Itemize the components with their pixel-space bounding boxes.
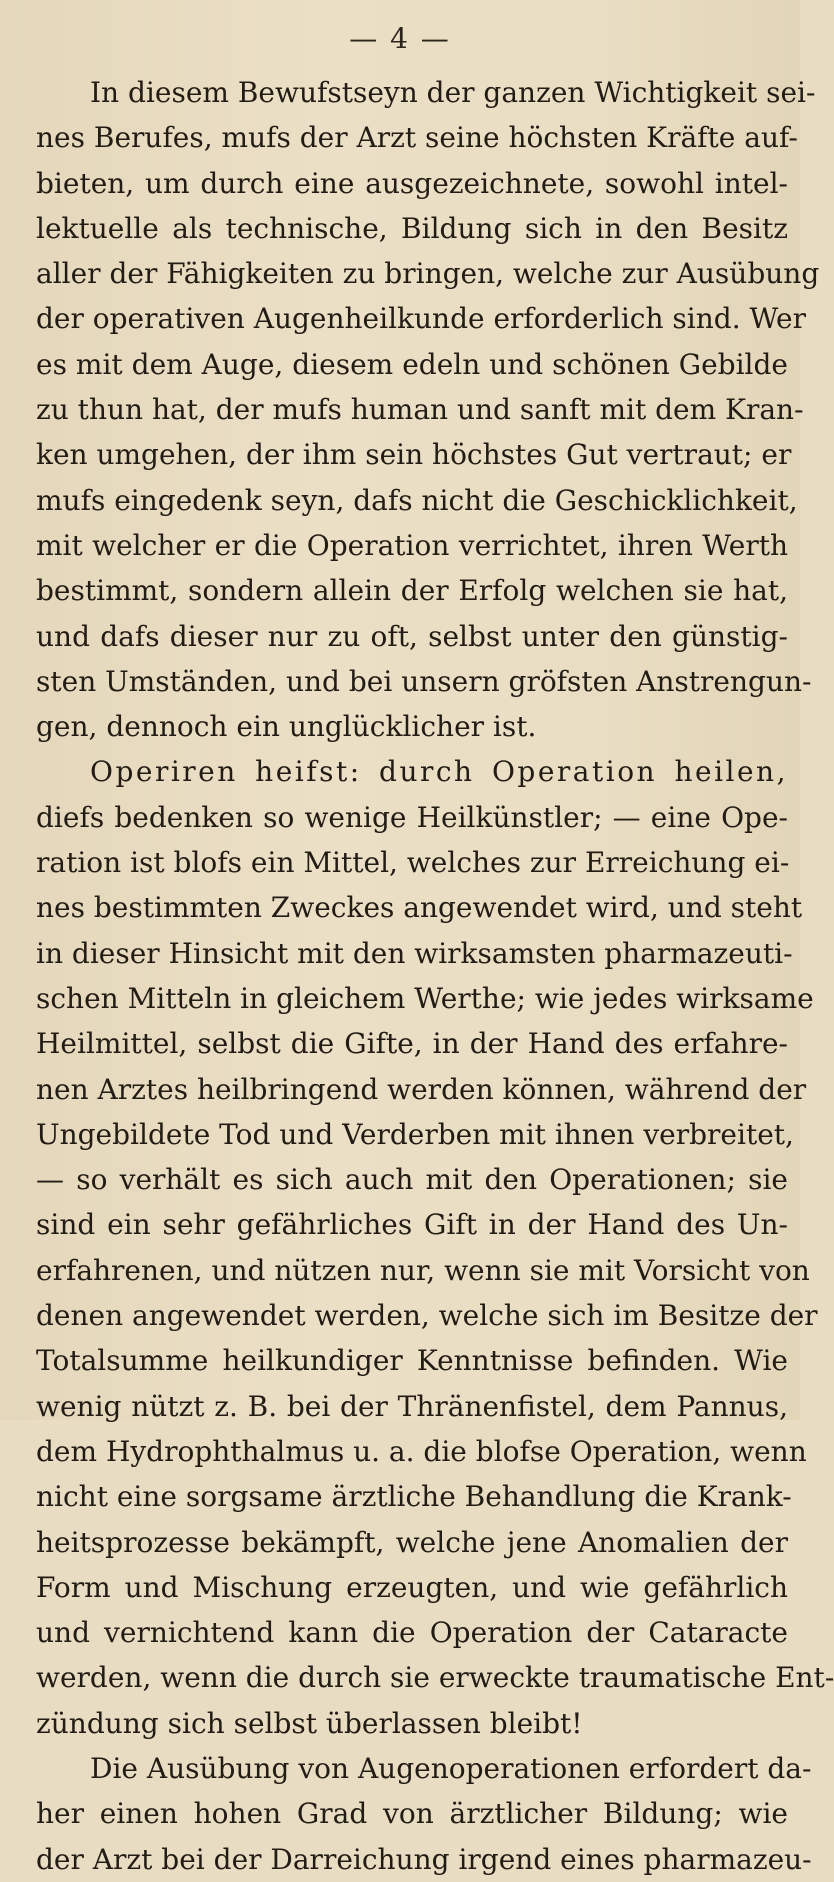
text-line: werden, wenn die durch sie erweckte traumatische Ent- xyxy=(36,1661,834,1695)
text-line: ration ist blofs ein Mittel, welches zur Erreichung ei- xyxy=(36,846,790,880)
text-line: es mit dem Auge, diesem edeln und schönen Gebilde xyxy=(36,347,788,381)
text-line: bestimmt, sondern allein der Erfolg welchen sie hat, xyxy=(36,574,788,608)
body-text xyxy=(36,70,834,1882)
text-line: dem Hydrophthalmus u. a. die blofse Operation, wenn xyxy=(36,1434,807,1468)
text-line: Form und Mischung erzeugten, und wie gefährlich xyxy=(36,1570,788,1604)
page-number: — 4 — xyxy=(349,22,451,55)
text-line: in dieser Hinsicht mit den wirksamsten pharmazeuti- xyxy=(36,936,793,970)
text-line: sind ein sehr gefährliches Gift in der Hand des Un- xyxy=(36,1208,788,1242)
text-line: Heilmittel, selbst die Gifte, in der Hand des erfahre- xyxy=(36,1027,788,1061)
text-line: mit welcher er die Operation verrichtet, ihren Werth xyxy=(36,528,788,562)
text-line: zu thun hat, der mufs human und sanft mit dem Kran- xyxy=(36,393,804,427)
text-line: Totalsumme heilkundiger Kenntnisse befinden. Wie xyxy=(36,1344,788,1378)
text-line: In diesem Bewufstseyn der ganzen Wichtigkeit sei- xyxy=(90,76,816,109)
text-line: denen angewendet werden, welche sich im Besitze der xyxy=(36,1299,818,1333)
text-line: wenig nützt z. B. bei der Thränenfistel, dem Pannus, xyxy=(36,1389,788,1423)
text-line: her einen hohen Grad von ärztlicher Bildung; wie xyxy=(36,1797,788,1831)
text-line: Die Ausübung von Augenoperationen erfordert da- xyxy=(90,1751,812,1785)
text-line: nicht eine sorgsame ärztliche Behandlung die Krank- xyxy=(36,1480,792,1514)
text-line: nen Arztes heilbringend werden können, während der xyxy=(36,1072,807,1106)
text-line: und dafs dieser nur zu oft, selbst unter den günstig- xyxy=(36,619,788,653)
text-line: der Arzt bei der Darreichung irgend eines pharmazeu- xyxy=(36,1842,812,1876)
text-line: nes bestimmten Zweckes angewendet wird, und steht xyxy=(36,891,803,925)
text-line: Ungebildete Tod und Verderben mit ihnen verbreitet, xyxy=(36,1117,794,1151)
text-line: nes Berufes, mufs der Arzt seine höchsten Kräfte auf- xyxy=(36,121,798,155)
text-line: erfahrenen, und nützen nur, wenn sie mit Vorsicht von xyxy=(36,1253,810,1287)
text-line: mufs eingedenk seyn, dafs nicht die Geschicklichkeit, xyxy=(36,483,798,517)
text-line: Operiren heifst: durch Operation heilen, xyxy=(90,755,788,789)
text-line: der operativen Augenheilkunde erforderlich sind. Wer xyxy=(36,302,806,336)
text-line: diefs bedenken so wenige Heilkünstler; — eine Ope- xyxy=(36,800,788,834)
text-line: zündung sich selbst überlassen bleibt! xyxy=(36,1706,583,1740)
text-line: heitsprozesse bekämpft, welche jene Anomalien der xyxy=(36,1525,788,1559)
text-line: und vernichtend kann die Operation der Cataracte xyxy=(36,1616,788,1650)
text-line: ken umgehen, der ihm sein höchstes Gut vertraut; er xyxy=(36,438,792,472)
text-line: schen Mitteln in gleichem Werthe; wie jedes wirksame xyxy=(36,981,814,1015)
text-line: — so verhält es sich auch mit den Operationen; sie xyxy=(36,1163,788,1197)
text-line: lektuelle als technische, Bildung sich in den Besitz xyxy=(36,211,788,245)
text-line: aller der Fähigkeiten zu bringen, welche zur Ausübung xyxy=(36,257,820,291)
text-line: bieten, um durch eine ausgezeichnete, sowohl intel- xyxy=(36,166,788,200)
text-line: sten Umständen, und bei unsern gröfsten Anstrengun- xyxy=(36,664,812,698)
text-line: gen, dennoch ein unglücklicher ist. xyxy=(36,710,537,744)
